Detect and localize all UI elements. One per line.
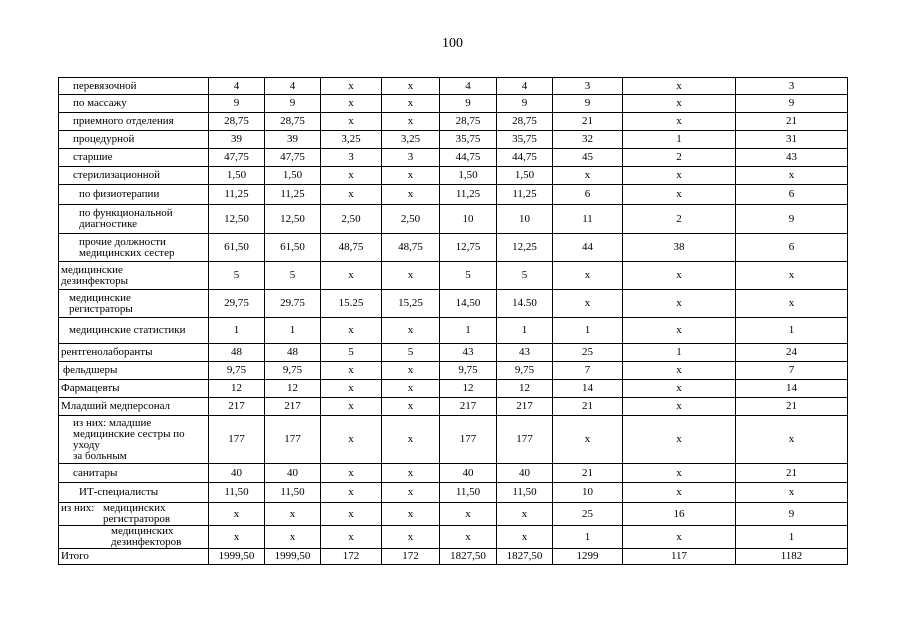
table-cell: x bbox=[209, 503, 265, 526]
row-label bbox=[59, 290, 209, 318]
table-cell: 11,50 bbox=[440, 483, 497, 503]
table-cell: 5 bbox=[497, 262, 553, 290]
table-cell: 21 bbox=[553, 113, 623, 131]
row-label-line: ИТ-специалисты bbox=[79, 486, 159, 498]
table-cell: 1 bbox=[623, 131, 736, 149]
table-cell: 3 bbox=[553, 78, 623, 95]
table-cell: x bbox=[321, 416, 382, 464]
table-cell: 39 bbox=[209, 131, 265, 149]
table-cell: 35,75 bbox=[497, 131, 553, 149]
table-cell: x bbox=[321, 78, 382, 95]
table-cell: x bbox=[321, 95, 382, 113]
row-label bbox=[59, 234, 209, 262]
row-label-line: по массажу bbox=[73, 97, 127, 109]
table-cell: 7 bbox=[553, 362, 623, 380]
table-cell: x bbox=[382, 185, 440, 205]
table-cell: 40 bbox=[497, 464, 553, 483]
table-cell: 12,50 bbox=[265, 205, 321, 234]
table-cell: x bbox=[623, 167, 736, 185]
page-number: 100 bbox=[442, 36, 463, 51]
row-label-line: медицинских bbox=[103, 502, 166, 514]
table-cell: x bbox=[321, 503, 382, 526]
row-label-line: медицинские bbox=[61, 263, 123, 276]
table-row bbox=[59, 78, 848, 95]
table-cell: 1 bbox=[553, 526, 623, 549]
table-cell: 1827,50 bbox=[440, 549, 497, 565]
table-cell: 11,50 bbox=[209, 483, 265, 503]
table-row bbox=[59, 149, 848, 167]
row-label bbox=[59, 149, 209, 167]
table-cell: 11,25 bbox=[209, 185, 265, 205]
row-label bbox=[59, 167, 209, 185]
table-cell: 1,50 bbox=[440, 167, 497, 185]
table-cell: x bbox=[623, 380, 736, 398]
table-cell: x bbox=[497, 503, 553, 526]
table-cell: 172 bbox=[321, 549, 382, 565]
table-cell: 40 bbox=[209, 464, 265, 483]
table-cell: x bbox=[382, 416, 440, 464]
table-cell: x bbox=[321, 380, 382, 398]
table-cell: 9 bbox=[497, 95, 553, 113]
table-cell: 9 bbox=[209, 95, 265, 113]
row-label bbox=[59, 318, 209, 344]
table-cell: x bbox=[553, 262, 623, 290]
table-cell: x bbox=[321, 398, 382, 416]
table-cell: 217 bbox=[209, 398, 265, 416]
table-cell: 40 bbox=[440, 464, 497, 483]
table-cell: 1,50 bbox=[265, 167, 321, 185]
table-cell: 12,50 bbox=[209, 205, 265, 234]
row-label-line: диагностике bbox=[79, 218, 138, 230]
table-cell: 177 bbox=[497, 416, 553, 464]
row-label bbox=[59, 526, 209, 549]
table-cell: 5 bbox=[321, 344, 382, 362]
table-cell: 12 bbox=[265, 380, 321, 398]
table-cell: x bbox=[382, 464, 440, 483]
table-row bbox=[59, 205, 848, 234]
table-cell: 11,25 bbox=[440, 185, 497, 205]
table-cell: 28,75 bbox=[440, 113, 497, 131]
table-cell: 2 bbox=[623, 205, 736, 234]
table-cell: 21 bbox=[553, 398, 623, 416]
table-cell: x bbox=[623, 416, 736, 464]
table-cell: 21 bbox=[553, 464, 623, 483]
table-cell: 2,50 bbox=[382, 205, 440, 234]
table-cell: 1 bbox=[209, 318, 265, 344]
table-cell: x bbox=[321, 185, 382, 205]
table-row bbox=[59, 262, 848, 290]
row-label-line: за больным bbox=[73, 449, 127, 462]
table-cell: 9 bbox=[265, 95, 321, 113]
table-cell: x bbox=[440, 526, 497, 549]
table-cell: 117 bbox=[623, 549, 736, 565]
table-cell: 5 bbox=[440, 262, 497, 290]
table-cell: 1 bbox=[736, 526, 848, 549]
table-cell: x bbox=[623, 185, 736, 205]
table-cell: 31 bbox=[736, 131, 848, 149]
row-label-line: санитары bbox=[73, 466, 118, 479]
table-row bbox=[59, 416, 848, 464]
row-label-line: из них: младшие bbox=[73, 416, 152, 429]
row-label bbox=[59, 416, 209, 464]
table-cell: 4 bbox=[265, 78, 321, 95]
table-row bbox=[59, 318, 848, 344]
table-cell: 15.25 bbox=[321, 290, 382, 318]
table-cell: 12,25 bbox=[497, 234, 553, 262]
table-cell: x bbox=[321, 362, 382, 380]
table-cell: 6 bbox=[736, 234, 848, 262]
table-cell: x bbox=[382, 503, 440, 526]
table-cell: 43 bbox=[497, 344, 553, 362]
table-cell: x bbox=[623, 464, 736, 483]
table-cell: 14.50 bbox=[497, 290, 553, 318]
row-label-line: регистраторы bbox=[69, 302, 133, 315]
table-cell: 177 bbox=[265, 416, 321, 464]
table-row bbox=[59, 185, 848, 205]
table-cell: x bbox=[382, 113, 440, 131]
table-cell: 48 bbox=[265, 344, 321, 362]
table-cell: x bbox=[321, 167, 382, 185]
table-cell: 1 bbox=[497, 318, 553, 344]
table-cell: 14 bbox=[553, 380, 623, 398]
table-cell: 1 bbox=[553, 318, 623, 344]
table-cell: 1827,50 bbox=[497, 549, 553, 565]
row-label-line: рентгенолаборанты bbox=[61, 346, 153, 358]
row-label-line: по функциональной bbox=[79, 207, 173, 219]
row-label-line: Фармацевты bbox=[61, 382, 120, 394]
table-cell: 3,25 bbox=[321, 131, 382, 149]
table-cell: 1299 bbox=[553, 549, 623, 565]
table-cell: 11,50 bbox=[497, 483, 553, 503]
table-cell: x bbox=[623, 290, 736, 318]
row-label bbox=[59, 380, 209, 398]
table-row bbox=[59, 167, 848, 185]
table-cell: x bbox=[623, 526, 736, 549]
table-cell: x bbox=[209, 526, 265, 549]
table-cell: 14,50 bbox=[440, 290, 497, 318]
table-cell: 61,50 bbox=[265, 234, 321, 262]
table-cell: x bbox=[440, 503, 497, 526]
table-cell: x bbox=[265, 526, 321, 549]
table-row bbox=[59, 464, 848, 483]
row-label bbox=[59, 464, 209, 483]
table-cell: 3 bbox=[736, 78, 848, 95]
table-cell: x bbox=[382, 398, 440, 416]
table-cell: x bbox=[497, 526, 553, 549]
row-label bbox=[59, 131, 209, 149]
table-row bbox=[59, 380, 848, 398]
table-cell: x bbox=[382, 526, 440, 549]
table-cell: x bbox=[623, 398, 736, 416]
table-cell: 1 bbox=[736, 318, 848, 344]
row-label-line: приемного отделения bbox=[73, 115, 174, 127]
table-cell: 5 bbox=[265, 262, 321, 290]
table-row bbox=[59, 113, 848, 131]
table-cell: 217 bbox=[440, 398, 497, 416]
table-cell: 9 bbox=[440, 95, 497, 113]
table-cell: x bbox=[623, 483, 736, 503]
table-row bbox=[59, 362, 848, 380]
row-label-line: процедурной bbox=[73, 133, 135, 145]
table-cell: x bbox=[382, 167, 440, 185]
table-row bbox=[59, 503, 848, 526]
table-cell: 35,75 bbox=[440, 131, 497, 149]
table-cell: 4 bbox=[440, 78, 497, 95]
table-cell: 1182 bbox=[736, 549, 848, 565]
table-cell: x bbox=[382, 318, 440, 344]
table-cell: 9,75 bbox=[209, 362, 265, 380]
table-cell: 217 bbox=[265, 398, 321, 416]
table-cell: 48,75 bbox=[321, 234, 382, 262]
table-cell: x bbox=[553, 290, 623, 318]
row-label-line: фельдшеры bbox=[63, 364, 118, 376]
row-label bbox=[59, 95, 209, 113]
table-cell: 29.75 bbox=[265, 290, 321, 318]
table-cell: 1999,50 bbox=[265, 549, 321, 565]
table-cell: 21 bbox=[736, 113, 848, 131]
table-cell: 38 bbox=[623, 234, 736, 262]
table-cell: 61,50 bbox=[209, 234, 265, 262]
table-cell: x bbox=[382, 78, 440, 95]
row-label bbox=[59, 398, 209, 416]
table-cell: 11,25 bbox=[497, 185, 553, 205]
row-label bbox=[59, 205, 209, 234]
row-label bbox=[59, 483, 209, 503]
table-cell: x bbox=[623, 95, 736, 113]
table-cell: 6 bbox=[736, 185, 848, 205]
table-cell: 1 bbox=[265, 318, 321, 344]
table-cell: 28,75 bbox=[497, 113, 553, 131]
table-cell: 177 bbox=[209, 416, 265, 464]
table-cell: 15,25 bbox=[382, 290, 440, 318]
table-cell: x bbox=[265, 503, 321, 526]
table-cell: 43 bbox=[736, 149, 848, 167]
table-cell: 24 bbox=[736, 344, 848, 362]
table-row bbox=[59, 290, 848, 318]
table-cell: x bbox=[382, 95, 440, 113]
row-label-line: медицинских сестер bbox=[79, 246, 175, 259]
table-cell: 12 bbox=[209, 380, 265, 398]
row-label-line: уходу bbox=[73, 438, 100, 451]
table-cell: 40 bbox=[265, 464, 321, 483]
row-label-line: медицинские статистики bbox=[69, 324, 186, 336]
table-cell: 1999,50 bbox=[209, 549, 265, 565]
table-cell: x bbox=[553, 416, 623, 464]
table-cell: x bbox=[736, 167, 848, 185]
row-label-line: перевязочной bbox=[73, 79, 137, 92]
table-body bbox=[59, 78, 848, 565]
table-cell: 1,50 bbox=[497, 167, 553, 185]
table-cell: x bbox=[382, 362, 440, 380]
row-label-line: дезинфекторов bbox=[111, 536, 182, 548]
table-cell: x bbox=[623, 262, 736, 290]
table-cell: 177 bbox=[440, 416, 497, 464]
table-cell: 2,50 bbox=[321, 205, 382, 234]
table-cell: 2 bbox=[623, 149, 736, 167]
table-row bbox=[59, 549, 848, 565]
table-cell: 1 bbox=[440, 318, 497, 344]
row-label bbox=[59, 362, 209, 380]
table-cell: 11,50 bbox=[265, 483, 321, 503]
table-cell: 1,50 bbox=[209, 167, 265, 185]
table-cell: 9 bbox=[736, 503, 848, 526]
table-cell: 5 bbox=[209, 262, 265, 290]
row-label bbox=[59, 503, 209, 526]
table-cell: 7 bbox=[736, 362, 848, 380]
row-label-line: Итого bbox=[61, 550, 89, 562]
row-label-line: дезинфекторы bbox=[61, 274, 128, 287]
table-cell: x bbox=[736, 416, 848, 464]
row-label-line: Младший медперсонал bbox=[61, 400, 171, 412]
table-cell: x bbox=[321, 526, 382, 549]
table-cell: 1 bbox=[623, 344, 736, 362]
table-cell: 217 bbox=[497, 398, 553, 416]
table-row bbox=[59, 398, 848, 416]
row-label-line: медицинские сестры по bbox=[73, 427, 185, 440]
table-cell: 4 bbox=[497, 78, 553, 95]
row-label-line: старшие bbox=[73, 151, 113, 163]
table-cell: x bbox=[553, 167, 623, 185]
row-label bbox=[59, 549, 209, 565]
table-cell: x bbox=[623, 362, 736, 380]
table-cell: x bbox=[736, 483, 848, 503]
table-cell: 11 bbox=[553, 205, 623, 234]
table-cell: 25 bbox=[553, 344, 623, 362]
table-cell: x bbox=[321, 262, 382, 290]
table-cell: 5 bbox=[382, 344, 440, 362]
table-cell: x bbox=[382, 483, 440, 503]
table-cell: 44 bbox=[553, 234, 623, 262]
table-cell: x bbox=[321, 483, 382, 503]
table-cell: 3 bbox=[382, 149, 440, 167]
staffing-table bbox=[58, 77, 848, 565]
row-label-line: прочие должности bbox=[79, 235, 166, 248]
table-cell: x bbox=[321, 464, 382, 483]
table-cell: 14 bbox=[736, 380, 848, 398]
table-cell: 28,75 bbox=[265, 113, 321, 131]
table-cell: 32 bbox=[553, 131, 623, 149]
table-cell: x bbox=[623, 78, 736, 95]
table-row bbox=[59, 131, 848, 149]
table-row bbox=[59, 526, 848, 549]
table-cell: x bbox=[321, 318, 382, 344]
table-cell: 172 bbox=[382, 549, 440, 565]
table-cell: 10 bbox=[497, 205, 553, 234]
table-cell: 12 bbox=[440, 380, 497, 398]
table-cell: 47,75 bbox=[209, 149, 265, 167]
table-cell: x bbox=[382, 380, 440, 398]
table-cell: 12 bbox=[497, 380, 553, 398]
table-cell: x bbox=[623, 113, 736, 131]
table-cell: 4 bbox=[209, 78, 265, 95]
table-cell: 6 bbox=[553, 185, 623, 205]
table-cell: 29,75 bbox=[209, 290, 265, 318]
table-cell: 47,75 bbox=[265, 149, 321, 167]
table-cell: 12,75 bbox=[440, 234, 497, 262]
table-cell: 16 bbox=[623, 503, 736, 526]
table-cell: 44,75 bbox=[497, 149, 553, 167]
table-cell: 44,75 bbox=[440, 149, 497, 167]
table-cell: 21 bbox=[736, 398, 848, 416]
table-cell: 9,75 bbox=[440, 362, 497, 380]
table-cell: x bbox=[321, 113, 382, 131]
table-cell: 25 bbox=[553, 503, 623, 526]
table-cell: 10 bbox=[553, 483, 623, 503]
row-label-line: медицинских bbox=[111, 525, 174, 537]
table-cell: 48 bbox=[209, 344, 265, 362]
row-label bbox=[59, 185, 209, 205]
row-label bbox=[59, 344, 209, 362]
table-cell: 45 bbox=[553, 149, 623, 167]
table-row bbox=[59, 234, 848, 262]
table-cell: 10 bbox=[440, 205, 497, 234]
table-cell: 9 bbox=[736, 205, 848, 234]
row-label-line: стерилизационной bbox=[73, 169, 160, 181]
table-row bbox=[59, 483, 848, 503]
table-cell: x bbox=[623, 318, 736, 344]
row-label bbox=[59, 262, 209, 290]
table-cell: 11,25 bbox=[265, 185, 321, 205]
table-cell: 3 bbox=[321, 149, 382, 167]
row-label-line: по физиотерапии bbox=[79, 188, 160, 200]
table-cell: 3,25 bbox=[382, 131, 440, 149]
table-row bbox=[59, 344, 848, 362]
table-cell: 9 bbox=[553, 95, 623, 113]
table-row bbox=[59, 95, 848, 113]
row-label-line: медицинские bbox=[69, 291, 131, 304]
table-cell: x bbox=[736, 290, 848, 318]
table-cell: 28,75 bbox=[209, 113, 265, 131]
table-cell: 48,75 bbox=[382, 234, 440, 262]
table-cell: 9,75 bbox=[497, 362, 553, 380]
row-label bbox=[59, 113, 209, 131]
table-cell: 9 bbox=[736, 95, 848, 113]
table-cell: x bbox=[736, 262, 848, 290]
row-label-prefix: из них: bbox=[61, 502, 95, 514]
table-cell: x bbox=[382, 262, 440, 290]
row-label-line: регистраторов bbox=[103, 513, 171, 525]
table-cell: 43 bbox=[440, 344, 497, 362]
table-cell: 21 bbox=[736, 464, 848, 483]
row-label bbox=[59, 78, 209, 95]
table-cell: 9,75 bbox=[265, 362, 321, 380]
table-cell: 39 bbox=[265, 131, 321, 149]
